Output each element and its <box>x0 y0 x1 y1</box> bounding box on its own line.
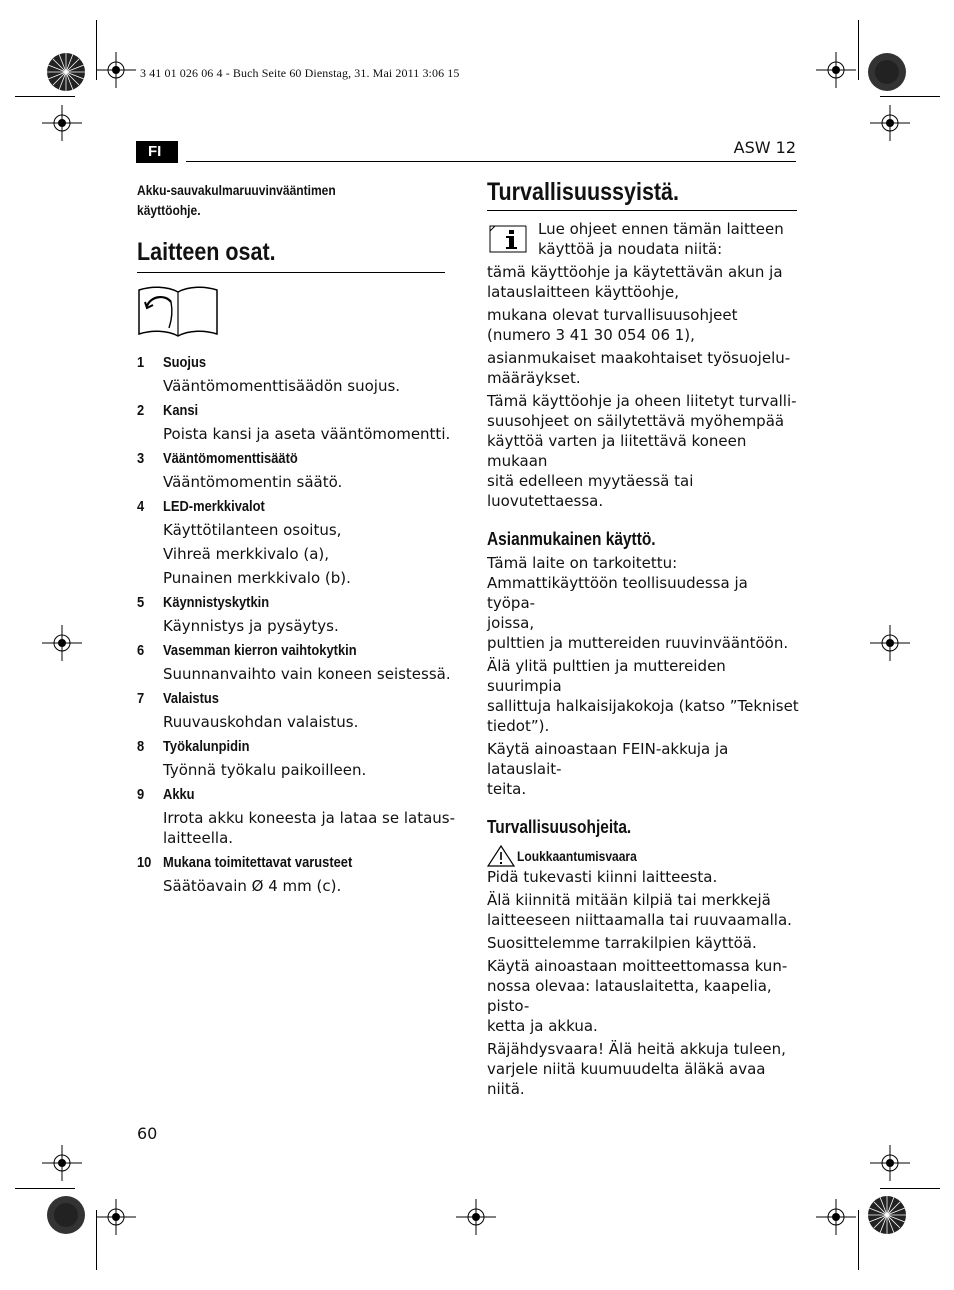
list-item <box>137 640 457 684</box>
part-description: Vihreä merkkivalo (a), <box>163 545 330 563</box>
part-title: Vasemman kierron vaihtokytkin <box>163 642 357 659</box>
part-title: Akku <box>163 786 195 803</box>
part-number: 5 <box>137 594 145 611</box>
paragraph: Tämä käyttöohje ja oheen liitetyt turvalli- suusohjeet on säilytettävä myöhempää käyttöä varten ja liitettävä koneen mukaan sitä edelleen myytäessä tai luovutettaessa. <box>487 392 797 510</box>
registration-mark-icon <box>38 103 86 143</box>
header-rule <box>186 161 796 162</box>
part-number: 10 <box>137 854 152 871</box>
section-heading-parts: Laitteen osat. <box>137 238 276 266</box>
part-description: Ruuvauskohdan valaistus. <box>163 713 359 731</box>
paragraph: Älä kiinnitä mitään kilpiä tai merkkejä laitteeseen niittaamalla tai ruuvaamalla. <box>487 891 792 929</box>
part-title: Kansi <box>163 402 199 419</box>
registration-mark-icon <box>452 1197 500 1237</box>
registration-mark-icon <box>38 1143 86 1183</box>
part-description: Työnnä työkalu paikoilleen. <box>163 761 367 779</box>
paragraph: Käytä ainoastaan FEIN-akkuja ja latauslait- teita. <box>487 740 729 798</box>
starburst-target-icon <box>46 1195 86 1235</box>
list-item <box>137 784 457 848</box>
paragraph: Älä ylitä pulttien ja muttereiden suurimpia sallittuja halkaisijakokoja (katso ”Tekniset tiedot”). <box>487 657 799 735</box>
starburst-target-icon <box>867 52 907 92</box>
part-number: 6 <box>137 642 145 659</box>
model-name: ASW 12 <box>733 138 796 157</box>
part-title: Mukana toimitettavat varusteet <box>163 854 353 871</box>
part-description: Vääntömomentin säätö. <box>163 473 343 491</box>
part-description: Irrota akku koneesta ja lataa se lataus- laitteella. <box>163 809 456 847</box>
starburst-target-icon <box>867 1195 907 1235</box>
parts-list <box>137 352 457 900</box>
list-item <box>137 688 457 732</box>
registration-mark-icon <box>812 1197 860 1237</box>
list-item <box>137 448 457 492</box>
part-title: Käynnistyskytkin <box>163 594 270 611</box>
part-title: Työkalunpidin <box>163 738 250 755</box>
safety-section <box>487 219 799 1102</box>
intro-line: Akku-sauvakulmaruuvinvääntimen <box>137 182 336 198</box>
part-number: 9 <box>137 786 145 803</box>
part-description: Poista kansi ja aseta vääntömomentti. <box>163 425 451 443</box>
subheading-safety-instructions: Turvallisuusohjeita. <box>487 817 632 837</box>
manual-intro <box>137 180 395 220</box>
paragraph: tämä käyttöohje ja käytettävän akun ja latauslaitteen käyttöohje, <box>487 263 783 301</box>
registration-mark-icon <box>38 623 86 663</box>
list-item <box>137 400 457 444</box>
paragraph: asianmukaiset maakohtaiset työsuojelu- määräykset. <box>487 349 791 387</box>
info-text: Lue ohjeet ennen tämän laitteen käyttöä ja noudata niitä: <box>538 220 784 258</box>
intro-line: käyttöohje. <box>137 202 201 218</box>
part-number: 3 <box>137 450 145 467</box>
part-description: Käyttötilanteen osoitus, <box>163 521 342 539</box>
print-info: 3 41 01 026 06 4 - Buch Seite 60 Dienstag, 31. Mai 2011 3:06 15 <box>140 66 460 80</box>
part-number: 1 <box>137 354 145 371</box>
part-number: 8 <box>137 738 145 755</box>
warning-row <box>487 843 799 867</box>
paragraph: Tämä laite on tarkoitettu: Ammattikäyttöön teollisuudessa ja työpa- joissa, pulttien ja muttereiden ruuvinvääntöön. <box>487 554 789 652</box>
part-description: Käynnistys ja pysäytys. <box>163 617 339 635</box>
part-number: 7 <box>137 690 145 707</box>
warning-label: Loukkaantumisvaara <box>517 847 637 864</box>
heading-rule <box>487 210 797 211</box>
registration-mark-icon <box>812 50 860 90</box>
part-title: LED-merkkivalot <box>163 498 265 515</box>
part-description: Vääntömomenttisäädön suojus. <box>163 377 401 395</box>
paragraph: mukana olevat turvallisuusohjeet (numero 3 41 30 054 06 1), <box>487 306 738 344</box>
registration-mark-icon <box>866 623 914 663</box>
starburst-target-icon <box>46 52 86 92</box>
paragraph: Räjähdysvaara! Älä heitä akkuja tuleen, varjele niitä kuumuudelta äläkä avaa niitä. <box>487 1040 786 1098</box>
section-heading-safety: Turvallisuussyistä. <box>487 178 679 206</box>
list-item <box>137 852 457 896</box>
registration-mark-icon <box>92 50 140 90</box>
part-title: Suojus <box>163 354 207 371</box>
part-number: 2 <box>137 402 145 419</box>
list-item <box>137 592 457 636</box>
paragraph: Suosittelemme tarrakilpien käyttöä. <box>487 934 757 952</box>
heading-rule <box>137 272 445 273</box>
page-number: 60 <box>137 1124 158 1143</box>
part-number: 4 <box>137 498 145 515</box>
part-title: Valaistus <box>163 690 219 707</box>
book-page-turn-icon <box>137 282 219 338</box>
part-description: Säätöavain Ø 4 mm (c). <box>163 877 342 895</box>
part-description: Punainen merkkivalo (b). <box>163 569 351 587</box>
part-description: Suunnanvaihto vain koneen seistessä. <box>163 665 451 683</box>
paragraph: Käytä ainoastaan moitteettomassa kun- nossa olevaa: latauslaitetta, kaapelia, pisto- ketta ja akkua. <box>487 957 788 1035</box>
language-badge: FI <box>136 141 178 163</box>
list-item <box>137 496 457 588</box>
registration-mark-icon <box>92 1197 140 1237</box>
part-title: Vääntömomenttisäätö <box>163 450 298 467</box>
registration-mark-icon <box>866 1143 914 1183</box>
paragraph: Pidä tukevasti kiinni laitteesta. <box>487 868 718 886</box>
list-item <box>137 736 457 780</box>
subheading-intended-use: Asianmukainen käyttö. <box>487 529 656 549</box>
warning-triangle-icon <box>487 845 515 867</box>
registration-mark-icon <box>866 103 914 143</box>
list-item <box>137 352 457 396</box>
